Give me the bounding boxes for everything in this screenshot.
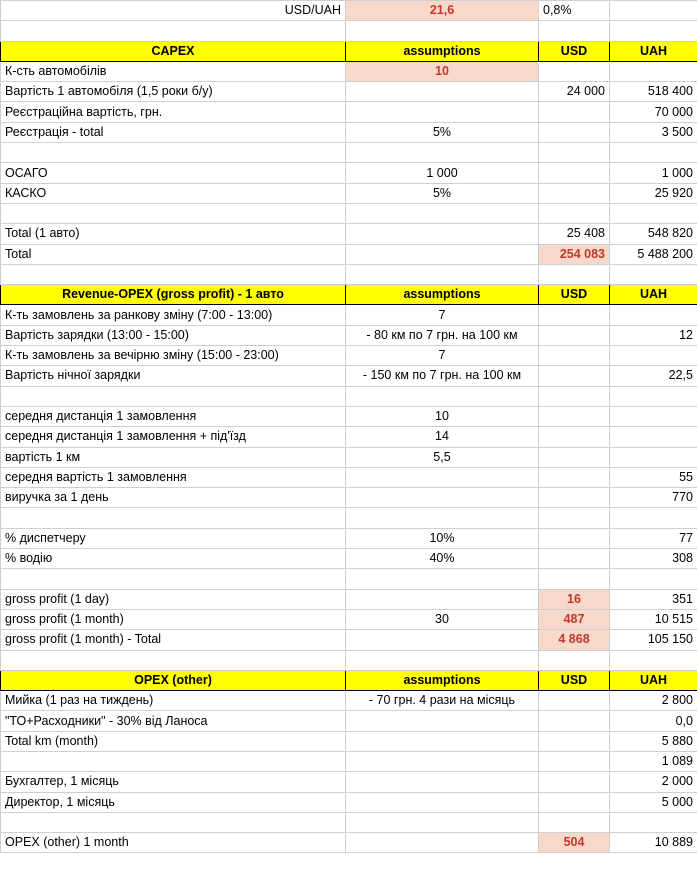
rate-pct[interactable]: 0,8% <box>539 1 610 21</box>
assumption-cell[interactable]: 5% <box>346 122 539 142</box>
row-label[interactable] <box>1 751 346 771</box>
table-row <box>1 447 697 467</box>
uah-cell[interactable] <box>610 346 697 366</box>
row-label[interactable]: виручка за 1 день <box>1 488 346 508</box>
uah-cell[interactable] <box>610 305 697 325</box>
row-label[interactable]: Реєстрація - total <box>1 122 346 142</box>
uah-cell[interactable]: 55 <box>610 467 697 487</box>
row-label[interactable]: середня дистанція 1 замовлення + під'їзд <box>1 427 346 447</box>
blank-row <box>1 650 697 670</box>
rate-label[interactable]: USD/UAH <box>1 1 346 21</box>
uah-cell[interactable]: 10 889 <box>610 833 697 853</box>
blank-row <box>1 386 697 406</box>
opex-title[interactable]: OPEX (other) <box>1 670 346 690</box>
usd-cell[interactable] <box>539 549 610 569</box>
row-label[interactable]: Total (1 авто) <box>1 224 346 244</box>
uah-cell[interactable]: 10 515 <box>610 609 697 629</box>
usd-cell[interactable] <box>539 691 610 711</box>
row-label[interactable]: середня вартість 1 замовлення <box>1 467 346 487</box>
uah-cell[interactable]: 1 089 <box>610 751 697 771</box>
capex-header <box>1 41 697 61</box>
uah-cell[interactable]: 548 820 <box>610 224 697 244</box>
assumption-cell[interactable] <box>346 711 539 731</box>
table-row <box>1 630 697 650</box>
table-row <box>1 792 697 812</box>
table-row <box>1 549 697 569</box>
uah-cell[interactable]: 5 000 <box>610 792 697 812</box>
assumption-cell[interactable] <box>346 772 539 792</box>
row-label[interactable]: Директор, 1 місяць <box>1 792 346 812</box>
blank-row <box>1 508 697 528</box>
table-row <box>1 122 697 142</box>
opex-header <box>1 670 697 690</box>
uah-cell[interactable]: 2 800 <box>610 691 697 711</box>
usd-cell[interactable] <box>539 406 610 426</box>
usd-cell[interactable] <box>539 711 610 731</box>
assumption-cell[interactable] <box>346 488 539 508</box>
rate-value[interactable]: 21,6 <box>346 1 539 21</box>
row-label[interactable]: Мийка (1 раз на тиждень) <box>1 691 346 711</box>
assumption-cell[interactable] <box>346 792 539 812</box>
table-row <box>1 833 697 853</box>
uah-cell[interactable]: 1 000 <box>610 163 697 183</box>
row-label[interactable]: gross profit (1 month) - Total <box>1 630 346 650</box>
row-label[interactable]: Бухгалтер, 1 місяць <box>1 772 346 792</box>
usd-cell[interactable] <box>539 325 610 345</box>
gross-profit-total-usd[interactable]: 4 868 <box>539 630 610 650</box>
row-label[interactable]: gross profit (1 month) <box>1 609 346 629</box>
uah-cell[interactable]: 518 400 <box>610 82 697 102</box>
uah-cell[interactable] <box>610 406 697 426</box>
row-label[interactable]: Вартість нічної зарядки <box>1 366 346 386</box>
uah-cell[interactable]: 5 488 200 <box>610 244 697 264</box>
row-label[interactable]: ОСАГО <box>1 163 346 183</box>
revenue-title[interactable]: Revenue-OPEX (gross profit) - 1 авто <box>1 285 346 305</box>
uah-cell[interactable]: 12 <box>610 325 697 345</box>
uah-cell[interactable] <box>610 427 697 447</box>
usd-cell[interactable] <box>539 528 610 548</box>
capex-uah-header[interactable]: UAH <box>610 41 697 61</box>
usd-cell[interactable] <box>539 346 610 366</box>
assumption-cell[interactable]: 5,5 <box>346 447 539 467</box>
uah-cell[interactable]: 70 000 <box>610 102 697 122</box>
table-row <box>1 427 697 447</box>
row-label[interactable]: Вартість зарядки (13:00 - 15:00) <box>1 325 346 345</box>
usd-cell[interactable] <box>539 366 610 386</box>
assumption-cell[interactable]: 1 000 <box>346 163 539 183</box>
table-row <box>1 325 697 345</box>
usd-cell[interactable] <box>539 122 610 142</box>
uah-cell[interactable]: 5 880 <box>610 731 697 751</box>
row-label[interactable]: Total km (month) <box>1 731 346 751</box>
usd-cell[interactable] <box>539 305 610 325</box>
table-row <box>1 366 697 386</box>
assumption-cell[interactable]: - 80 км по 7 грн. на 100 км <box>346 325 539 345</box>
usd-cell[interactable] <box>539 61 610 81</box>
assumption-cell[interactable] <box>346 82 539 102</box>
table-row <box>1 406 697 426</box>
assumption-cell[interactable]: 30 <box>346 609 539 629</box>
blank-row <box>1 21 697 41</box>
revenue-header <box>1 285 697 305</box>
row-label[interactable]: "ТО+Расходники" - 30% від Ланоса <box>1 711 346 731</box>
assumption-cell[interactable]: - 150 км по 7 грн. на 100 км <box>346 366 539 386</box>
row-label[interactable]: gross profit (1 day) <box>1 589 346 609</box>
revenue-assumptions-header[interactable]: assumptions <box>346 285 539 305</box>
table-row <box>1 731 697 751</box>
cell[interactable] <box>610 1 697 21</box>
usd-cell[interactable] <box>539 751 610 771</box>
assumption-cell[interactable] <box>346 224 539 244</box>
uah-cell[interactable] <box>610 61 697 81</box>
blank-row <box>1 569 697 589</box>
table-row <box>1 305 697 325</box>
table-row <box>1 691 697 711</box>
table-row <box>1 751 697 771</box>
usd-cell[interactable] <box>539 772 610 792</box>
row-label[interactable]: К-ть замовлень за ранкову зміну (7:00 - 13:00) <box>1 305 346 325</box>
assumption-cell[interactable] <box>346 751 539 771</box>
uah-cell[interactable]: 351 <box>610 589 697 609</box>
usd-cell[interactable] <box>539 183 610 203</box>
capex-usd-header[interactable]: USD <box>539 41 610 61</box>
gross-profit-day-usd[interactable]: 16 <box>539 589 610 609</box>
gross-profit-month-usd[interactable]: 487 <box>539 609 610 629</box>
table-row <box>1 82 697 102</box>
usd-cell[interactable]: 24 000 <box>539 82 610 102</box>
table-row <box>1 61 697 81</box>
table-row <box>1 102 697 122</box>
row-label[interactable]: КАСКО <box>1 183 346 203</box>
table-row <box>1 224 697 244</box>
uah-cell[interactable]: 25 920 <box>610 183 697 203</box>
row-label[interactable]: середня дистанція 1 замовлення <box>1 406 346 426</box>
blank-row <box>1 143 697 163</box>
usd-cell[interactable] <box>539 447 610 467</box>
opex-assumptions-header[interactable]: assumptions <box>346 670 539 690</box>
assumption-cell[interactable]: 14 <box>346 427 539 447</box>
table-row <box>1 346 697 366</box>
assumption-cell[interactable]: 7 <box>346 346 539 366</box>
uah-cell[interactable]: 3 500 <box>610 122 697 142</box>
row-label[interactable]: К-сть автомобілів <box>1 61 346 81</box>
row-label[interactable]: К-ть замовлень за вечірню зміну (15:00 - 23:00) <box>1 346 346 366</box>
assumption-cell[interactable]: 10% <box>346 528 539 548</box>
car-count-value[interactable]: 10 <box>346 61 539 81</box>
table-row <box>1 244 697 264</box>
table-row <box>1 183 697 203</box>
usd-cell[interactable] <box>539 163 610 183</box>
total-usd-highlight[interactable]: 254 083 <box>539 244 610 264</box>
uah-cell[interactable]: 77 <box>610 528 697 548</box>
assumption-cell[interactable]: 7 <box>346 305 539 325</box>
uah-cell[interactable]: 770 <box>610 488 697 508</box>
assumption-cell[interactable] <box>346 833 539 853</box>
usd-cell[interactable]: 25 408 <box>539 224 610 244</box>
usd-cell[interactable] <box>539 488 610 508</box>
uah-cell[interactable] <box>610 447 697 467</box>
uah-cell[interactable]: 22,5 <box>610 366 697 386</box>
opex-uah-header[interactable]: UAH <box>610 670 697 690</box>
table-row <box>1 488 697 508</box>
assumption-cell[interactable]: 40% <box>346 549 539 569</box>
usd-cell[interactable] <box>539 427 610 447</box>
blank-row <box>1 812 697 832</box>
revenue-usd-header[interactable]: USD <box>539 285 610 305</box>
row-label[interactable]: OPEX (other) 1 month <box>1 833 346 853</box>
blank-row <box>1 203 697 223</box>
usd-cell[interactable] <box>539 467 610 487</box>
assumption-cell[interactable] <box>346 244 539 264</box>
usd-cell[interactable] <box>539 102 610 122</box>
rate-row <box>1 1 697 21</box>
row-label[interactable]: % водію <box>1 549 346 569</box>
assumption-cell[interactable]: - 70 грн. 4 рази на місяць <box>346 691 539 711</box>
uah-cell[interactable]: 2 000 <box>610 772 697 792</box>
row-label[interactable]: вартість 1 км <box>1 447 346 467</box>
table-row <box>1 589 697 609</box>
usd-cell[interactable] <box>539 792 610 812</box>
assumption-cell[interactable] <box>346 589 539 609</box>
table-row <box>1 528 697 548</box>
capex-title[interactable]: CAPEX <box>1 41 346 61</box>
assumption-cell[interactable] <box>346 467 539 487</box>
opex-usd-header[interactable]: USD <box>539 670 610 690</box>
row-label[interactable]: Вартість 1 автомобіля (1,5 роки б/у) <box>1 82 346 102</box>
table-row <box>1 163 697 183</box>
assumption-cell[interactable] <box>346 731 539 751</box>
usd-cell[interactable] <box>539 731 610 751</box>
table-row <box>1 467 697 487</box>
blank-row <box>1 264 697 284</box>
opex-month-usd[interactable]: 504 <box>539 833 610 853</box>
table-row <box>1 772 697 792</box>
assumption-cell[interactable] <box>346 630 539 650</box>
uah-cell[interactable]: 0,0 <box>610 711 697 731</box>
uah-cell[interactable]: 105 150 <box>610 630 697 650</box>
row-label[interactable]: % диспетчеру <box>1 528 346 548</box>
row-label[interactable]: Total <box>1 244 346 264</box>
revenue-uah-header[interactable]: UAH <box>610 285 697 305</box>
table-row <box>1 609 697 629</box>
assumption-cell[interactable] <box>346 102 539 122</box>
assumption-cell[interactable]: 5% <box>346 183 539 203</box>
row-label[interactable]: Реєстраційна вартість, грн. <box>1 102 346 122</box>
assumption-cell[interactable]: 10 <box>346 406 539 426</box>
uah-cell[interactable]: 308 <box>610 549 697 569</box>
capex-assumptions-header[interactable]: assumptions <box>346 41 539 61</box>
table-row <box>1 711 697 731</box>
